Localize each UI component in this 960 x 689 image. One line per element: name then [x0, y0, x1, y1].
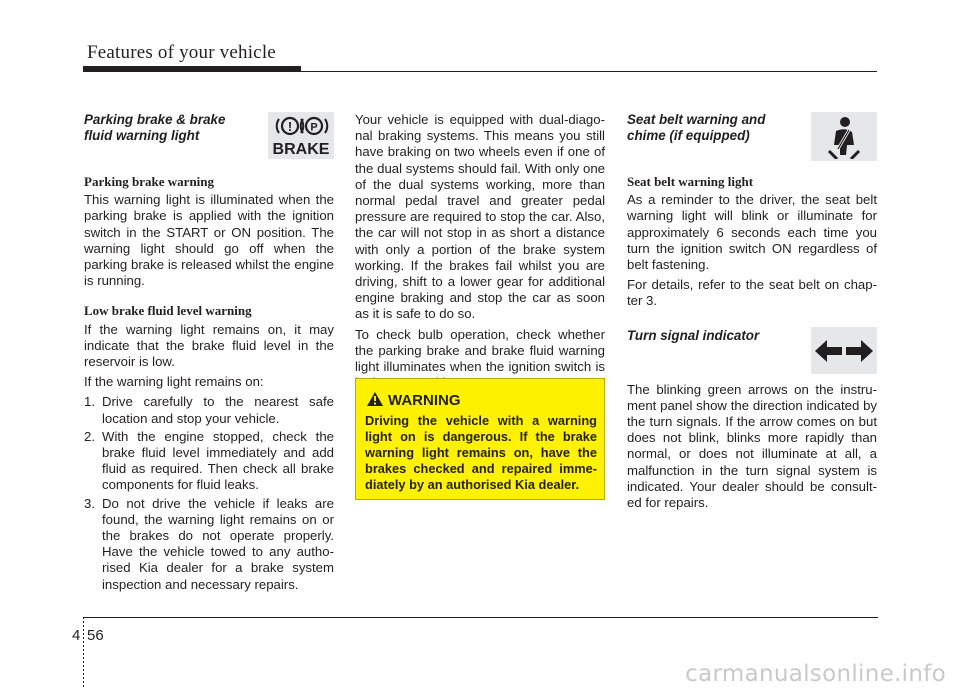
- seatbelt-icon-graphic: [821, 115, 867, 159]
- turn-signal-title: Turn signal indicator: [627, 327, 760, 343]
- list-item: 1. Drive carefully to the nearest safe location and stop your vehicle.: [84, 394, 334, 426]
- warning-title: WARNING: [388, 392, 461, 409]
- svg-text:!: !: [287, 118, 293, 134]
- seatbelt-icon: [811, 112, 877, 161]
- column-seatbelt-turn: [627, 112, 877, 515]
- seatbelt-reference: For details, refer to the seat belt on chap-ter 3.: [627, 277, 877, 309]
- turn-signal-icon: [811, 327, 877, 374]
- column-dual-braking: [355, 112, 605, 395]
- watermark: carmanualsonline.info: [685, 661, 946, 687]
- brake-section-title: Parking brake & brake fluid warning light: [84, 112, 226, 143]
- header-rule-thick: [83, 66, 301, 72]
- brake-warning-icon: [268, 112, 334, 159]
- parking-brake-heading: Parking brake warning: [84, 174, 215, 189]
- parking-brake-text: This warning light is illuminated when the parking brake is applied with the ignition switch in the START or ON position. The warning light should go off when the parking brake is released whilst the engine is running.: [84, 192, 334, 289]
- seatbelt-text: As a reminder to the driver, the seat belt warning light will blink or illuminate for approximately 6 seconds each time you turn the ignition switch ON regardless of belt fastening.: [627, 192, 877, 273]
- page-header-title: Features of your vehicle: [87, 42, 276, 63]
- warning-triangle-icon: [366, 391, 384, 407]
- turn-signal-text: The blinking green arrows on the instru-ment panel show the direction indicated by the turn signals. If the arrow comes on but does not blink, blinks more rapidly than normal, or does not illuminate at all, a malfunction in the turn signal system is indicated. Your dealer should be consult-ed for repairs.: [627, 381, 877, 511]
- footer-crop-line: [83, 617, 84, 689]
- fluid-level-text: If the warning light remains on, it may indicate that the brake fluid level in the reservoir is low.: [84, 321, 334, 370]
- brake-steps-list: [84, 394, 334, 592]
- footer-rule: [83, 617, 878, 618]
- turn-signal-arrows-graphic: [815, 339, 873, 363]
- seatbelt-heading: Seat belt warning light: [627, 174, 754, 189]
- fluid-level-heading: Low brake fluid level warning: [84, 303, 252, 319]
- header-rule-thin: [300, 71, 877, 72]
- remains-on-text: If the warning light remains on:: [84, 374, 264, 390]
- brake-warning-icon-graphic: [270, 114, 332, 158]
- svg-text:BRAKE: BRAKE: [272, 140, 330, 158]
- bulb-check-text: To check bulb operation, check whether the parking brake and brake fluid warning light illuminates when the ignition switch is: [355, 326, 605, 375]
- svg-text:P: P: [310, 121, 318, 133]
- warning-box: [355, 378, 605, 500]
- page-section-number: 4: [72, 627, 81, 644]
- seatbelt-section-title: Seat belt warning and chime (if equipped): [627, 112, 766, 143]
- list-item: 3. Do not drive the vehicle if leaks are found, the warning light remains on or the brakes do not operate properly. Have the vehicle towed to any autho-rised Kia dealer for a brake system inspection and necessary repairs.: [84, 495, 334, 592]
- list-item: 2. With the engine stopped, check the brake fluid level immediately and add fluid as required. Then check all brake components for fluid leaks.: [84, 428, 334, 493]
- dual-braking-text: Your vehicle is equipped with dual-diago-nal braking systems. This means you still have braking on two wheels even if one of the dual systems should fail. With only one of the dual systems working, more than normal pedal travel and greater pedal pressure are required to stop the car. Also, the car will not stop in as short a distance with only a portion of the brake system working. If the brakes fail whilst you are driving, shift to a lower gear for additional engine braking and stop the car as soon as it is safe to do so.: [355, 112, 605, 322]
- warning-text: Driving the vehicle with a warning light on is dangerous. If the brake warning light remains on, have the brakes checked and repaired imme-diately by an authorised Kia dealer.: [365, 413, 597, 492]
- page-number: 56: [87, 627, 104, 644]
- column-brake-warning: [84, 112, 334, 595]
